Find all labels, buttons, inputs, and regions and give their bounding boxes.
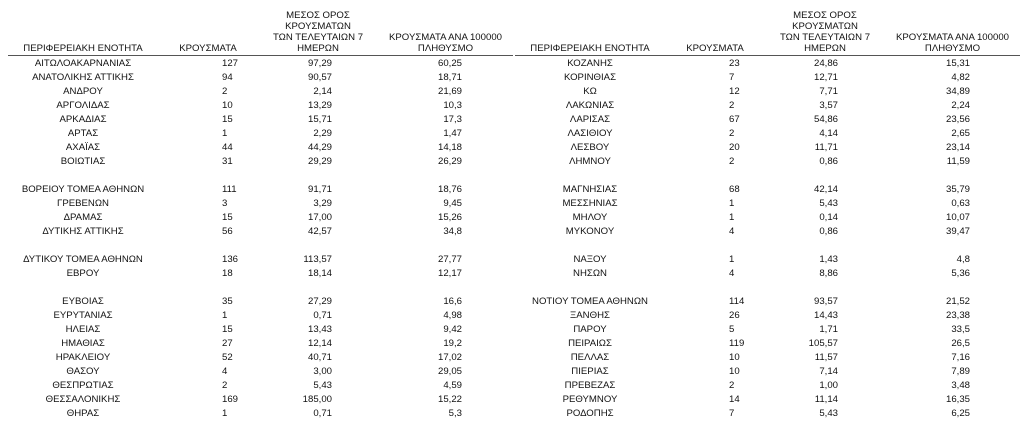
- header-region: ΠΕΡΙΦΕΡΕΙΑΚΗ ΕΝΟΤΗΤΑ: [515, 10, 665, 56]
- region-cell: ΘΗΡΑΣ: [66, 408, 100, 419]
- header-cases: ΚΡΟΥΣΜΑΤΑ: [665, 10, 765, 56]
- cases-cell: [158, 281, 258, 295]
- table-row: [8, 309, 513, 323]
- cases-cell: 1: [222, 408, 228, 419]
- region-cell: ΡΟΔΟΠΗΣ: [566, 408, 614, 419]
- region-cell: ΕΥΡΥΤΑΝΙΑΣ: [53, 310, 113, 321]
- table-row: [515, 379, 1020, 393]
- table-row: [515, 295, 1020, 309]
- per100k-cell: 4,8: [956, 254, 970, 265]
- per100k-cell: 10,3: [443, 100, 462, 111]
- cases-cell: 12: [729, 86, 740, 97]
- table-row: [515, 267, 1020, 281]
- table-row: [515, 393, 1020, 407]
- avg7-cell: 1,71: [819, 324, 838, 335]
- per100k-cell: 15,26: [437, 212, 462, 223]
- table-row: [515, 337, 1020, 351]
- region-cell: ΚΟΖΑΝΗΣ: [567, 58, 613, 69]
- cases-cell: [158, 239, 258, 253]
- per100k-cell: 7,89: [951, 366, 970, 377]
- per100k-cell: 7,16: [951, 352, 970, 363]
- region-cell: ΒΟΡΕΙΟΥ ΤΟΜΕΑ ΑΘΗΝΩΝ: [21, 184, 145, 195]
- table-row: [515, 141, 1020, 155]
- avg7-cell: 4,14: [819, 128, 838, 139]
- table-row: [8, 323, 513, 337]
- avg7-cell: [258, 281, 378, 295]
- avg7-cell: 29,29: [307, 156, 332, 167]
- cases-cell: 5: [729, 324, 735, 335]
- table-row: [8, 56, 513, 72]
- avg7-cell: 2,29: [313, 128, 332, 139]
- region-cell: ΔΥΤΙΚΗΣ ΑΤΤΙΚΗΣ: [42, 226, 124, 237]
- cases-cell: 56: [222, 226, 233, 237]
- avg7-cell: 12,14: [307, 338, 332, 349]
- avg7-cell: 185,00: [302, 394, 332, 405]
- table-row: [515, 113, 1020, 127]
- per100k-cell: 9,45: [443, 198, 462, 209]
- cases-cell: 169: [222, 394, 239, 405]
- per100k-cell: 23,38: [945, 310, 970, 321]
- table-row: [8, 253, 513, 267]
- region-cell: ΛΗΜΝΟΥ: [569, 156, 611, 167]
- avg7-cell: 24,86: [813, 58, 838, 69]
- region-cell: [515, 239, 665, 253]
- per100k-cell: [885, 169, 1020, 183]
- table-row: [8, 85, 513, 99]
- avg7-cell: 14,43: [813, 310, 838, 321]
- region-cell: ΝΑΞΟΥ: [573, 254, 607, 265]
- region-cell: ΛΕΣΒΟΥ: [570, 142, 610, 153]
- avg7-cell: 3,29: [313, 198, 332, 209]
- header-per100k: ΚΡΟΥΣΜΑΤΑ ΑΝΑ 100000 ΠΛΗΘΥΣΜΟ: [885, 10, 1020, 56]
- cases-cell: 15: [222, 114, 233, 125]
- cases-cell: 14: [729, 394, 740, 405]
- cases-cell: 2: [222, 86, 228, 97]
- per100k-cell: [885, 281, 1020, 295]
- cases-cell: 35: [222, 296, 233, 307]
- avg7-cell: 1,43: [819, 254, 838, 265]
- avg7-cell: 3,00: [313, 366, 332, 377]
- cases-cell: 1: [729, 254, 735, 265]
- cases-cell: 10: [729, 366, 740, 377]
- table-row: [515, 309, 1020, 323]
- avg7-cell: 97,29: [307, 58, 332, 69]
- region-cell: ΑΡΚΑΔΙΑΣ: [59, 114, 107, 125]
- table-row: [8, 393, 513, 407]
- avg7-cell: 3,57: [819, 100, 838, 111]
- per100k-cell: 5,36: [951, 268, 970, 279]
- per100k-cell: 4,98: [443, 310, 462, 321]
- per100k-cell: 21,69: [437, 86, 462, 97]
- per100k-cell: 16,6: [443, 296, 462, 307]
- cases-cell: 3: [222, 198, 228, 209]
- avg7-cell: 12,71: [813, 72, 838, 83]
- cases-cell: 2: [729, 380, 735, 391]
- table-row: [8, 407, 513, 421]
- cases-cell: 31: [222, 156, 233, 167]
- cases-cell: 15: [222, 324, 233, 335]
- cases-table-left: [8, 10, 513, 421]
- cases-cell: 94: [222, 72, 233, 83]
- region-cell: ΡΕΘΥΜΝΟΥ: [562, 394, 618, 405]
- avg7-cell: 27,29: [307, 296, 332, 307]
- avg7-cell: 91,71: [307, 184, 332, 195]
- per100k-cell: 26,29: [437, 156, 462, 167]
- per100k-cell: 14,18: [437, 142, 462, 153]
- table-row: [8, 211, 513, 225]
- per100k-cell: [378, 169, 513, 183]
- per100k-cell: 0,63: [951, 198, 970, 209]
- avg7-cell: 90,57: [307, 72, 332, 83]
- region-cell: ΝΟΤΙΟΥ ΤΟΜΕΑ ΑΘΗΝΩΝ: [532, 296, 648, 307]
- avg7-cell: 42,14: [813, 184, 838, 195]
- table-row: [8, 267, 513, 281]
- region-cell: ΛΑΡΙΣΑΣ: [569, 114, 611, 125]
- table-body-right: [515, 56, 1020, 422]
- per100k-cell: 4,82: [951, 72, 970, 83]
- region-cell: ΔΥΤΙΚΟΥ ΤΟΜΕΑ ΑΘΗΝΩΝ: [23, 254, 143, 265]
- per100k-cell: [378, 239, 513, 253]
- cases-cell: 68: [729, 184, 740, 195]
- region-cell: ΔΡΑΜΑΣ: [63, 212, 103, 223]
- table-row: [8, 351, 513, 365]
- per100k-cell: 18,71: [437, 72, 462, 83]
- per100k-cell: 12,17: [437, 268, 462, 279]
- per100k-cell: 39,47: [945, 226, 970, 237]
- cases-cell: 1: [729, 212, 735, 223]
- per100k-cell: 3,48: [951, 380, 970, 391]
- avg7-cell: 5,43: [819, 198, 838, 209]
- per100k-cell: 9,42: [443, 324, 462, 335]
- cases-cell: 127: [222, 58, 239, 69]
- avg7-cell: [258, 169, 378, 183]
- spacer-row: [515, 169, 1020, 183]
- table-row: [515, 183, 1020, 197]
- region-cell: ΑΧΑΪΑΣ: [65, 142, 101, 153]
- avg7-cell: 40,71: [307, 352, 332, 363]
- cases-cell: [665, 239, 765, 253]
- cases-cell: 44: [222, 142, 233, 153]
- region-cell: ΒΟΙΩΤΙΑΣ: [60, 156, 106, 167]
- cases-cell: 7: [729, 72, 735, 83]
- avg7-cell: 0,86: [819, 156, 838, 167]
- header-region: ΠΕΡΙΦΕΡΕΙΑΚΗ ΕΝΟΤΗΤΑ: [8, 10, 158, 56]
- region-cell: ΕΥΒΟΙΑΣ: [62, 296, 104, 307]
- cases-cell: 18: [222, 268, 233, 279]
- avg7-cell: 44,29: [307, 142, 332, 153]
- region-cell: ΠΡΕΒΕΖΑΣ: [564, 380, 616, 391]
- per100k-cell: 2,24: [951, 100, 970, 111]
- avg7-cell: 11,71: [814, 142, 838, 153]
- region-cell: ΘΑΣΟΥ: [66, 366, 100, 377]
- cases-cell: 52: [222, 352, 233, 363]
- table-row: [8, 183, 513, 197]
- cases-cell: 114: [729, 296, 745, 307]
- per100k-cell: 15,22: [437, 394, 462, 405]
- spacer-row: [515, 239, 1020, 253]
- region-cell: ΑΝΔΡΟΥ: [63, 86, 103, 97]
- spacer-row: [8, 169, 513, 183]
- cases-cell: 111: [222, 184, 237, 195]
- cases-cell: 20: [729, 142, 740, 153]
- table-row: [8, 379, 513, 393]
- region-cell: ΜΑΓΝΗΣΙΑΣ: [562, 184, 618, 195]
- table-row: [8, 71, 513, 85]
- table-row: [515, 155, 1020, 169]
- avg7-cell: 13,43: [307, 324, 332, 335]
- avg7-cell: 18,14: [307, 268, 332, 279]
- cases-cell: 1: [729, 198, 735, 209]
- avg7-cell: 1,00: [819, 380, 838, 391]
- table-row: [515, 225, 1020, 239]
- region-cell: ΝΗΣΩΝ: [573, 268, 607, 279]
- table-row: [8, 155, 513, 169]
- avg7-cell: 42,57: [307, 226, 332, 237]
- region-cell: [8, 239, 158, 253]
- avg7-cell: 0,71: [313, 408, 332, 419]
- per100k-cell: [885, 239, 1020, 253]
- per100k-cell: 33,5: [951, 324, 970, 335]
- avg7-cell: 93,57: [813, 296, 838, 307]
- cases-cell: 1: [222, 128, 228, 139]
- per100k-cell: 16,35: [945, 394, 970, 405]
- avg7-cell: 11,14: [814, 394, 838, 405]
- table-row: [8, 365, 513, 379]
- cases-cell: 23: [729, 58, 740, 69]
- cases-cell: 2: [729, 128, 735, 139]
- region-cell: ΜΗΛΟΥ: [572, 212, 608, 223]
- avg7-cell: 113,57: [303, 254, 332, 265]
- table-row: [515, 365, 1020, 379]
- table-row: [515, 351, 1020, 365]
- per100k-cell: 4,59: [443, 380, 462, 391]
- table-row: [8, 127, 513, 141]
- table-row: [515, 99, 1020, 113]
- cases-cell: 1: [222, 310, 228, 321]
- cases-cell: 7: [729, 408, 735, 419]
- cases-table-right: [515, 10, 1020, 421]
- region-cell: ΜΥΚΟΝΟΥ: [565, 226, 615, 237]
- region-cell: [515, 169, 665, 183]
- region-cell: [8, 281, 158, 295]
- per100k-cell: 35,79: [945, 184, 970, 195]
- avg7-cell: 11,57: [814, 352, 838, 363]
- table-row: [8, 295, 513, 309]
- avg7-cell: 17,00: [307, 212, 332, 223]
- region-cell: ΞΑΝΘΗΣ: [570, 310, 610, 321]
- per100k-cell: 6,25: [951, 408, 970, 419]
- header-avg7: ΜΕΣΟΣ ΟΡΟΣ ΚΡΟΥΣΜΑΤΩΝ ΤΩΝ ΤΕΛΕΥΤΑΙΩΝ 7 ΗΜΕΡΩΝ: [258, 10, 378, 56]
- cases-cell: 4: [729, 226, 735, 237]
- avg7-cell: 54,86: [813, 114, 838, 125]
- region-cell: ΚΩ: [583, 86, 597, 97]
- region-cell: ΚΟΡΙΝΘΙΑΣ: [563, 72, 617, 83]
- avg7-cell: 15,71: [307, 114, 332, 125]
- spacer-row: [8, 281, 513, 295]
- table-row: [515, 211, 1020, 225]
- table-row: [8, 141, 513, 155]
- avg7-cell: 0,71: [313, 310, 332, 321]
- region-cell: ΠΕΛΛΑΣ: [570, 352, 610, 363]
- avg7-cell: 8,86: [819, 268, 838, 279]
- avg7-cell: 13,29: [307, 100, 332, 111]
- per100k-cell: 21,52: [945, 296, 970, 307]
- table-row: [515, 197, 1020, 211]
- avg7-cell: 2,14: [313, 86, 332, 97]
- per100k-cell: 15,31: [945, 58, 970, 69]
- region-cell: ΠΕΙΡΑΙΩΣ: [568, 338, 612, 349]
- avg7-cell: [765, 239, 885, 253]
- per100k-cell: 26,5: [951, 338, 970, 349]
- table-row: [515, 253, 1020, 267]
- per100k-cell: 11,59: [946, 156, 970, 167]
- table-row: [515, 85, 1020, 99]
- per100k-cell: 23,14: [945, 142, 970, 153]
- region-cell: ΓΡΕΒΕΝΩΝ: [57, 198, 109, 209]
- cases-cell: 119: [729, 338, 745, 349]
- avg7-cell: 7,71: [819, 86, 838, 97]
- table-row: [8, 337, 513, 351]
- cases-cell: 10: [729, 352, 740, 363]
- region-cell: ΛΑΣΙΘΙΟΥ: [567, 128, 613, 139]
- avg7-cell: 0,14: [819, 212, 838, 223]
- avg7-cell: 7,14: [819, 366, 838, 377]
- header-avg7: ΜΕΣΟΣ ΟΡΟΣ ΚΡΟΥΣΜΑΤΩΝ ΤΩΝ ΤΕΛΕΥΤΑΙΩΝ 7 ΗΜΕΡΩΝ: [765, 10, 885, 56]
- region-cell: ΘΕΣΣΑΛΟΝΙΚΗΣ: [45, 394, 121, 405]
- header-row: [8, 10, 513, 56]
- header-cases: ΚΡΟΥΣΜΑΤΑ: [158, 10, 258, 56]
- region-cell: ΕΒΡΟΥ: [66, 268, 100, 279]
- cases-cell: [665, 169, 765, 183]
- region-cell: ΘΕΣΠΡΩΤΙΑΣ: [52, 380, 114, 391]
- cases-cell: [158, 169, 258, 183]
- per100k-cell: 29,05: [437, 366, 462, 377]
- region-cell: ΑΙΤΩΛΟΑΚΑΡΝΑΝΙΑΣ: [34, 58, 132, 69]
- cases-cell: 2: [222, 380, 228, 391]
- per100k-cell: 2,65: [951, 128, 970, 139]
- per100k-cell: [378, 281, 513, 295]
- cases-cell: 26: [729, 310, 740, 321]
- table-row: [515, 127, 1020, 141]
- region-cell: [8, 169, 158, 183]
- table-row: [515, 407, 1020, 421]
- table-row: [515, 56, 1020, 72]
- cases-cell: 15: [222, 212, 233, 223]
- region-cell: ΑΡΤΑΣ: [67, 128, 99, 139]
- cases-cell: 136: [222, 254, 239, 265]
- cases-cell: 4: [729, 268, 735, 279]
- cases-cell: 67: [729, 114, 740, 125]
- table-row: [515, 323, 1020, 337]
- region-cell: ΜΕΣΣΗΝΙΑΣ: [562, 198, 618, 209]
- per100k-cell: 18,76: [437, 184, 462, 195]
- cases-cell: 4: [222, 366, 228, 377]
- cases-cell: 10: [222, 100, 233, 111]
- avg7-cell: 5,43: [819, 408, 838, 419]
- per100k-cell: 19,2: [443, 338, 462, 349]
- per100k-cell: 23,56: [945, 114, 970, 125]
- avg7-cell: [258, 239, 378, 253]
- region-cell: ΑΡΓΟΛΙΔΑΣ: [56, 100, 110, 111]
- region-cell: [515, 281, 665, 295]
- per100k-cell: 60,25: [437, 58, 462, 69]
- per100k-cell: 5,3: [448, 408, 462, 419]
- header-per100k: ΚΡΟΥΣΜΑΤΑ ΑΝΑ 100000 ΠΛΗΘΥΣΜΟ: [378, 10, 513, 56]
- cases-cell: 27: [222, 338, 233, 349]
- table-row: [515, 71, 1020, 85]
- avg7-cell: [765, 281, 885, 295]
- table-body-left: [8, 56, 513, 422]
- per100k-cell: 34,89: [945, 86, 970, 97]
- region-cell: ΑΝΑΤΟΛΙΚΗΣ ΑΤΤΙΚΗΣ: [32, 72, 134, 83]
- region-cell: ΛΑΚΩΝΙΑΣ: [565, 100, 615, 111]
- per100k-cell: 17,3: [443, 114, 462, 125]
- table-row: [8, 99, 513, 113]
- avg7-cell: 0,86: [819, 226, 838, 237]
- cases-cell: 2: [729, 100, 735, 111]
- region-cell: ΠΑΡΟΥ: [573, 324, 607, 335]
- spacer-row: [8, 239, 513, 253]
- header-row: [515, 10, 1020, 56]
- region-cell: ΠΙΕΡΙΑΣ: [571, 366, 609, 377]
- per100k-cell: 1,47: [443, 128, 462, 139]
- per100k-cell: 27,77: [437, 254, 462, 265]
- per100k-cell: 10,07: [945, 212, 970, 223]
- region-cell: ΗΛΕΙΑΣ: [65, 324, 101, 335]
- cases-cell: 2: [729, 156, 735, 167]
- cases-cell: [665, 281, 765, 295]
- table-row: [8, 197, 513, 211]
- region-cell: ΗΜΑΘΙΑΣ: [61, 338, 105, 349]
- region-cell: ΗΡΑΚΛΕΙΟΥ: [55, 352, 111, 363]
- avg7-cell: 5,43: [313, 380, 332, 391]
- spacer-row: [515, 281, 1020, 295]
- per100k-cell: 17,02: [437, 352, 462, 363]
- avg7-cell: [765, 169, 885, 183]
- table-row: [8, 225, 513, 239]
- table-row: [8, 113, 513, 127]
- per100k-cell: 34,8: [443, 226, 462, 237]
- avg7-cell: 105,57: [808, 338, 838, 349]
